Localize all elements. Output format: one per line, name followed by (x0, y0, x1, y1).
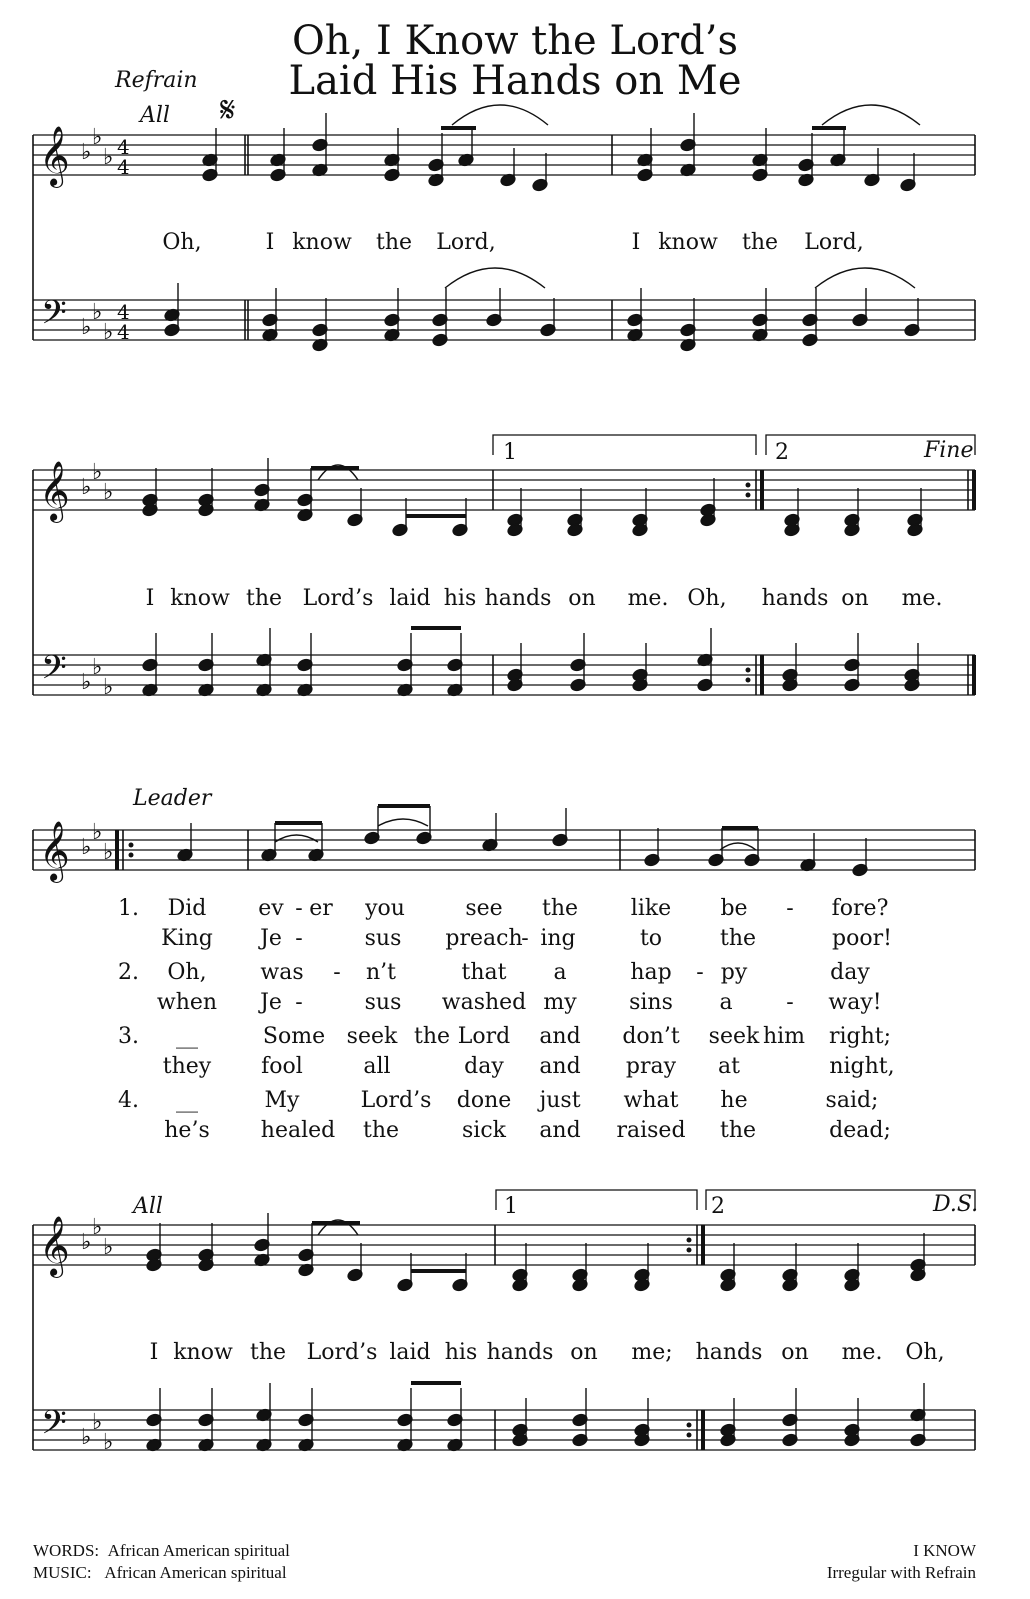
bass-clef: 𝄢 (41, 1404, 67, 1450)
lyric-word: hands (761, 586, 829, 611)
repeat-dot (746, 493, 751, 498)
lyric-word: laid (389, 1340, 431, 1365)
lyric-word: Oh, (905, 1340, 945, 1365)
flat-sign: ♭ (81, 835, 92, 860)
first-ending-label: 1 (503, 440, 517, 465)
second-ending-bracket (766, 435, 975, 455)
lyric-word: I (149, 1340, 159, 1365)
lyric-word: er (309, 896, 333, 921)
first-ending-bracket (496, 1190, 697, 1210)
lyric-word: - (295, 926, 303, 951)
verse-number: 3. (118, 1024, 139, 1049)
lyric-word: Je (260, 990, 282, 1015)
lyric-word: know (292, 230, 352, 255)
flat-sign: ♭ (103, 320, 114, 345)
fine-marking: Fine (924, 438, 974, 463)
repeat-dot (746, 678, 751, 683)
lyric-word: hands (695, 1340, 763, 1365)
repeat-dot (746, 483, 751, 488)
lyric-word: preach (445, 926, 523, 951)
lyric-word: said; (825, 1088, 879, 1113)
lyric-word: ing (540, 926, 576, 951)
lyric-word: the (741, 230, 779, 255)
lyric-word: sins (629, 990, 673, 1015)
lyric-word: - (696, 960, 704, 985)
flat-sign: ♭ (81, 140, 92, 165)
lyric-word: on (841, 586, 869, 611)
all-marking-2: All (133, 1194, 163, 1219)
second-ending-label-2: 2 (711, 1194, 725, 1219)
lyric-word: on (781, 1340, 809, 1365)
slur (275, 835, 318, 842)
lyric-word: when (156, 990, 218, 1015)
words-label: WORDS: (33, 1541, 100, 1560)
treble-clef: 𝄞 (39, 821, 70, 881)
lyric-word: the (719, 1118, 757, 1143)
flat-sign: ♭ (103, 675, 114, 700)
lyric-word: at (718, 1054, 740, 1079)
lyric-word: hands (484, 586, 552, 611)
lyric-word: was (260, 960, 304, 985)
lyric-word: his (443, 586, 477, 611)
lyric-word: day (464, 1054, 504, 1079)
lyric-word: Oh, (167, 960, 207, 985)
lyric-word: me; (631, 1340, 673, 1365)
lyric-word: I (145, 586, 155, 611)
first-ending-label-2: 1 (504, 1194, 518, 1219)
lyric-word: Je (260, 926, 282, 951)
flat-sign: ♭ (92, 460, 103, 485)
lyric-word: be (720, 896, 748, 921)
lyric-word: Lord’s (360, 1088, 432, 1113)
slur (822, 105, 920, 125)
second-ending-bracket (706, 1190, 975, 1210)
lyric-word: Lord (457, 1024, 511, 1049)
lyric-word: a (553, 960, 567, 985)
hymn-title-line-1: Oh, I Know the Lord’s (291, 18, 738, 64)
lyric-word: the (249, 1340, 287, 1365)
lyric-word: fool (261, 1054, 303, 1079)
lyric-word: __ (176, 1024, 198, 1049)
treble-clef: 𝄞 (39, 1216, 70, 1276)
credits-left (33, 1540, 290, 1584)
lyric-word: my (543, 990, 577, 1015)
flat-sign: ♭ (92, 655, 103, 680)
treble-clef: 𝄞 (39, 126, 70, 186)
second-ending-label: 2 (775, 440, 789, 465)
ds-marking: D.S. (933, 1192, 979, 1217)
lyric-word: his (444, 1340, 478, 1365)
lyric-word: me. (901, 586, 943, 611)
words-credit: African American spiritual (107, 1541, 290, 1560)
lyric-word: a (719, 990, 733, 1015)
lyric-word: done (456, 1088, 512, 1113)
lyric-word: poor! (832, 926, 892, 951)
flat-sign: ♭ (103, 1235, 114, 1260)
lyric-word: washed (441, 990, 527, 1015)
repeat-dot (129, 853, 134, 858)
lyric-word: - (786, 990, 794, 1015)
lyric-word: healed (260, 1118, 336, 1143)
leader-marking: Leader (133, 786, 212, 811)
lyric-word: right; (828, 1024, 892, 1049)
lyric-word: don’t (622, 1024, 680, 1049)
lyric-word: raised (616, 1118, 686, 1143)
lyric-word: he’s (164, 1118, 210, 1143)
verse-number: 2. (118, 960, 139, 985)
lyric-word: that (461, 960, 507, 985)
lyric-word: ev (258, 896, 284, 921)
first-ending-bracket (493, 435, 756, 455)
lyric-word: see (465, 896, 503, 921)
music-label: MUSIC: (33, 1563, 92, 1582)
lyric-word: and (539, 1054, 581, 1079)
flat-sign: ♭ (92, 300, 103, 325)
lyric-word: the (719, 926, 757, 951)
lyric-word: n’t (365, 960, 397, 985)
lyric-word: My (264, 1088, 300, 1113)
lyric-word: you (365, 896, 405, 921)
repeat-dot (687, 1433, 692, 1438)
slur (815, 268, 915, 288)
lyric-word: sus (364, 990, 402, 1015)
flat-sign: ♭ (92, 125, 103, 150)
lyric-word: Oh, (687, 586, 727, 611)
lyric-word: Oh, (162, 230, 202, 255)
lyric-word: - (295, 896, 303, 921)
lyric-word: he (720, 1088, 748, 1113)
lyric-word: the (541, 896, 579, 921)
lyric-word: night, (829, 1054, 895, 1079)
treble-clef: 𝄞 (39, 461, 70, 521)
lyric-word: - (333, 960, 341, 985)
hymn-title-line-2: Laid His Hands on Me (288, 58, 742, 104)
lyric-word: dead; (829, 1118, 891, 1143)
lyric-word: way! (828, 990, 882, 1015)
verse-number: 1. (118, 896, 139, 921)
lyric-word: seek (346, 1024, 398, 1049)
credits-right (827, 1540, 976, 1584)
lyric-word: laid (389, 586, 431, 611)
refrain-marking: Refrain (115, 68, 198, 93)
lyric-word: the (362, 1118, 400, 1143)
lyric-word: just (539, 1088, 581, 1113)
lyric-word: pray (625, 1054, 677, 1079)
segno-sign: 𝄋 (220, 90, 236, 131)
lyric-word: they (162, 1054, 212, 1079)
lyric-word: and (539, 1024, 581, 1049)
slur (378, 819, 428, 826)
slur (720, 843, 756, 850)
lyric-word: py (720, 960, 748, 985)
lyric-word: Lord’s (302, 586, 374, 611)
time-signature: 4 (117, 300, 130, 324)
music-credit: African American spiritual (104, 1563, 287, 1582)
lyric-word: sick (462, 1118, 506, 1143)
lyric-word: - (521, 926, 529, 951)
lyric-word: what (623, 1088, 679, 1113)
lyric-word: the (245, 586, 283, 611)
lyric-word: know (173, 1340, 233, 1365)
lyric-word: and (539, 1118, 581, 1143)
flat-sign: ♭ (81, 670, 92, 695)
lyric-word: the (413, 1024, 451, 1049)
lyric-word: know (658, 230, 718, 255)
flat-sign: ♭ (81, 475, 92, 500)
flat-sign: ♭ (103, 480, 114, 505)
lyric-word: Lord’s (306, 1340, 378, 1365)
lyric-word: fore? (831, 896, 889, 921)
bass-clef: 𝄢 (41, 294, 67, 340)
repeat-dot (129, 843, 134, 848)
lyric-word: to (639, 926, 663, 951)
repeat-dot (746, 668, 751, 673)
flat-sign: ♭ (92, 1410, 103, 1435)
flat-sign: ♭ (81, 1425, 92, 1450)
slur (452, 105, 548, 125)
verse-number: 4. (118, 1088, 139, 1113)
lyric-word: hap (630, 960, 672, 985)
repeat-dot (687, 1248, 692, 1253)
lyric-word: know (170, 586, 230, 611)
flat-sign: ♭ (92, 820, 103, 845)
tune-name: I KNOW (913, 1541, 976, 1560)
lyric-word: I (265, 230, 275, 255)
repeat-dot (687, 1423, 692, 1428)
repeat-dot (687, 1238, 692, 1243)
lyric-word: __ (176, 1088, 198, 1113)
lyric-word: - (786, 896, 794, 921)
lyric-word: on (568, 586, 596, 611)
time-signature: 4 (117, 155, 130, 179)
lyric-word: like (630, 896, 672, 921)
lyric-word: Lord, (804, 230, 864, 255)
lyric-word: me. (841, 1340, 883, 1365)
time-signature: 4 (117, 135, 130, 159)
flat-sign: ♭ (103, 840, 114, 865)
lyric-word: - (295, 990, 303, 1015)
flat-sign: ♭ (103, 1430, 114, 1455)
lyric-word: on (570, 1340, 598, 1365)
lyric-word: Some (262, 1024, 326, 1049)
flat-sign: ♭ (103, 145, 114, 170)
flat-sign: ♭ (81, 1230, 92, 1255)
all-marking: All (140, 103, 170, 128)
lyric-word: the (375, 230, 413, 255)
time-signature: 4 (117, 320, 130, 344)
lyric-word: Did (167, 896, 207, 921)
lyric-word: me. (627, 586, 669, 611)
lyric-word: day (830, 960, 870, 985)
lyric-word: sus (364, 926, 402, 951)
lyric-word: Lord, (436, 230, 496, 255)
slur (445, 268, 545, 288)
bass-clef: 𝄢 (41, 649, 67, 695)
lyric-word: King (161, 926, 213, 951)
flat-sign: ♭ (81, 315, 92, 340)
lyric-word: seek (708, 1024, 760, 1049)
lyric-word: hands (486, 1340, 554, 1365)
lyric-word: him (762, 1024, 806, 1049)
flat-sign: ♭ (92, 1215, 103, 1240)
lyric-word: all (363, 1054, 391, 1079)
lyric-word: I (631, 230, 641, 255)
meter: Irregular with Refrain (826, 1563, 976, 1582)
